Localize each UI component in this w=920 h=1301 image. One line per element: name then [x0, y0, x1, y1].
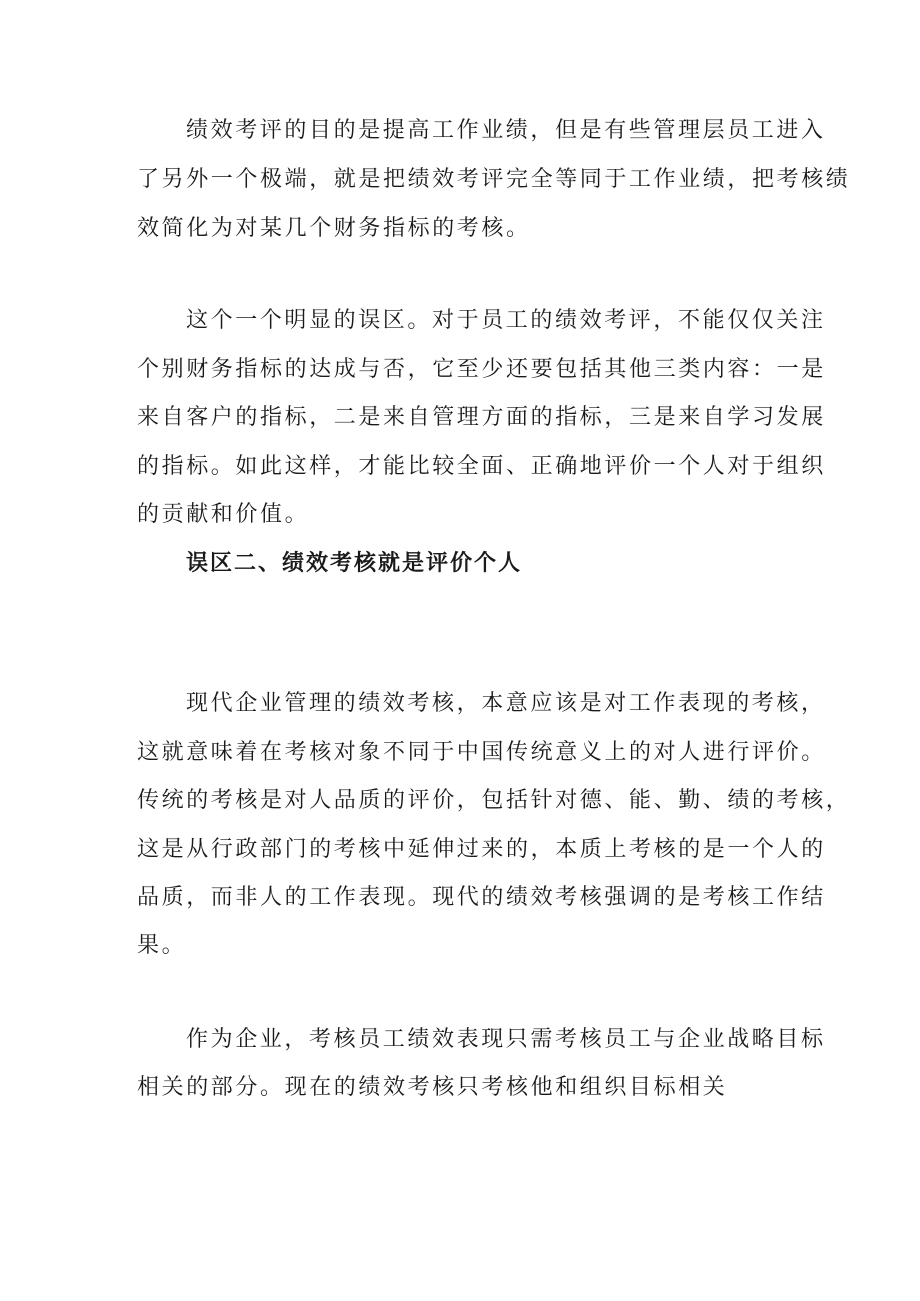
- paragraph-line: 效简化为对某几个财务指标的考核。: [137, 216, 531, 241]
- paragraph-line: 相关的部分。现在的绩效考核只考核他和组织目标相关: [137, 1075, 728, 1100]
- paragraph-line: 个别财务指标的达成与否，它至少还要包括其他三类内容：一是: [137, 357, 826, 382]
- paragraph-line: 了另外一个极端，就是把绩效考评完全等同于工作业绩，把考核绩: [137, 167, 851, 192]
- paragraph-line: 这个一个明显的误区。对于员工的绩效考评，不能仅仅关注: [186, 308, 826, 333]
- paragraph-line: 这就意味着在考核对象不同于中国传统意义上的对人进行评价。: [137, 740, 826, 765]
- paragraph-line: 现代企业管理的绩效考核，本意应该是对工作表现的考核，: [186, 691, 826, 716]
- paragraph-line: 果。: [137, 933, 187, 958]
- paragraph-line: 品质，而非人的工作表现。现代的绩效考核强调的是考核工作结: [137, 885, 826, 910]
- paragraph-line: 作为企业，考核员工绩效表现只需考核员工与企业战略目标: [186, 1027, 826, 1052]
- paragraph-line: 绩效考评的目的是提高工作业绩，但是有些管理层员工进入: [186, 118, 826, 143]
- section-heading: 误区二、绩效考核就是评价个人: [186, 550, 523, 576]
- paragraph-line: 来自客户的指标，二是来自管理方面的指标，三是来自学习发展: [137, 405, 826, 430]
- paragraph-line: 的指标。如此这样，才能比较全面、正确地评价一个人对于组织: [137, 454, 826, 479]
- paragraph-line: 传统的考核是对人品质的评价，包括针对德、能、勤、绩的考核，: [137, 788, 851, 813]
- paragraph-line: 的贡献和价值。: [137, 502, 310, 527]
- paragraph-line: 这是从行政部门的考核中延伸过来的，本质上考核的是一个人的: [137, 837, 826, 862]
